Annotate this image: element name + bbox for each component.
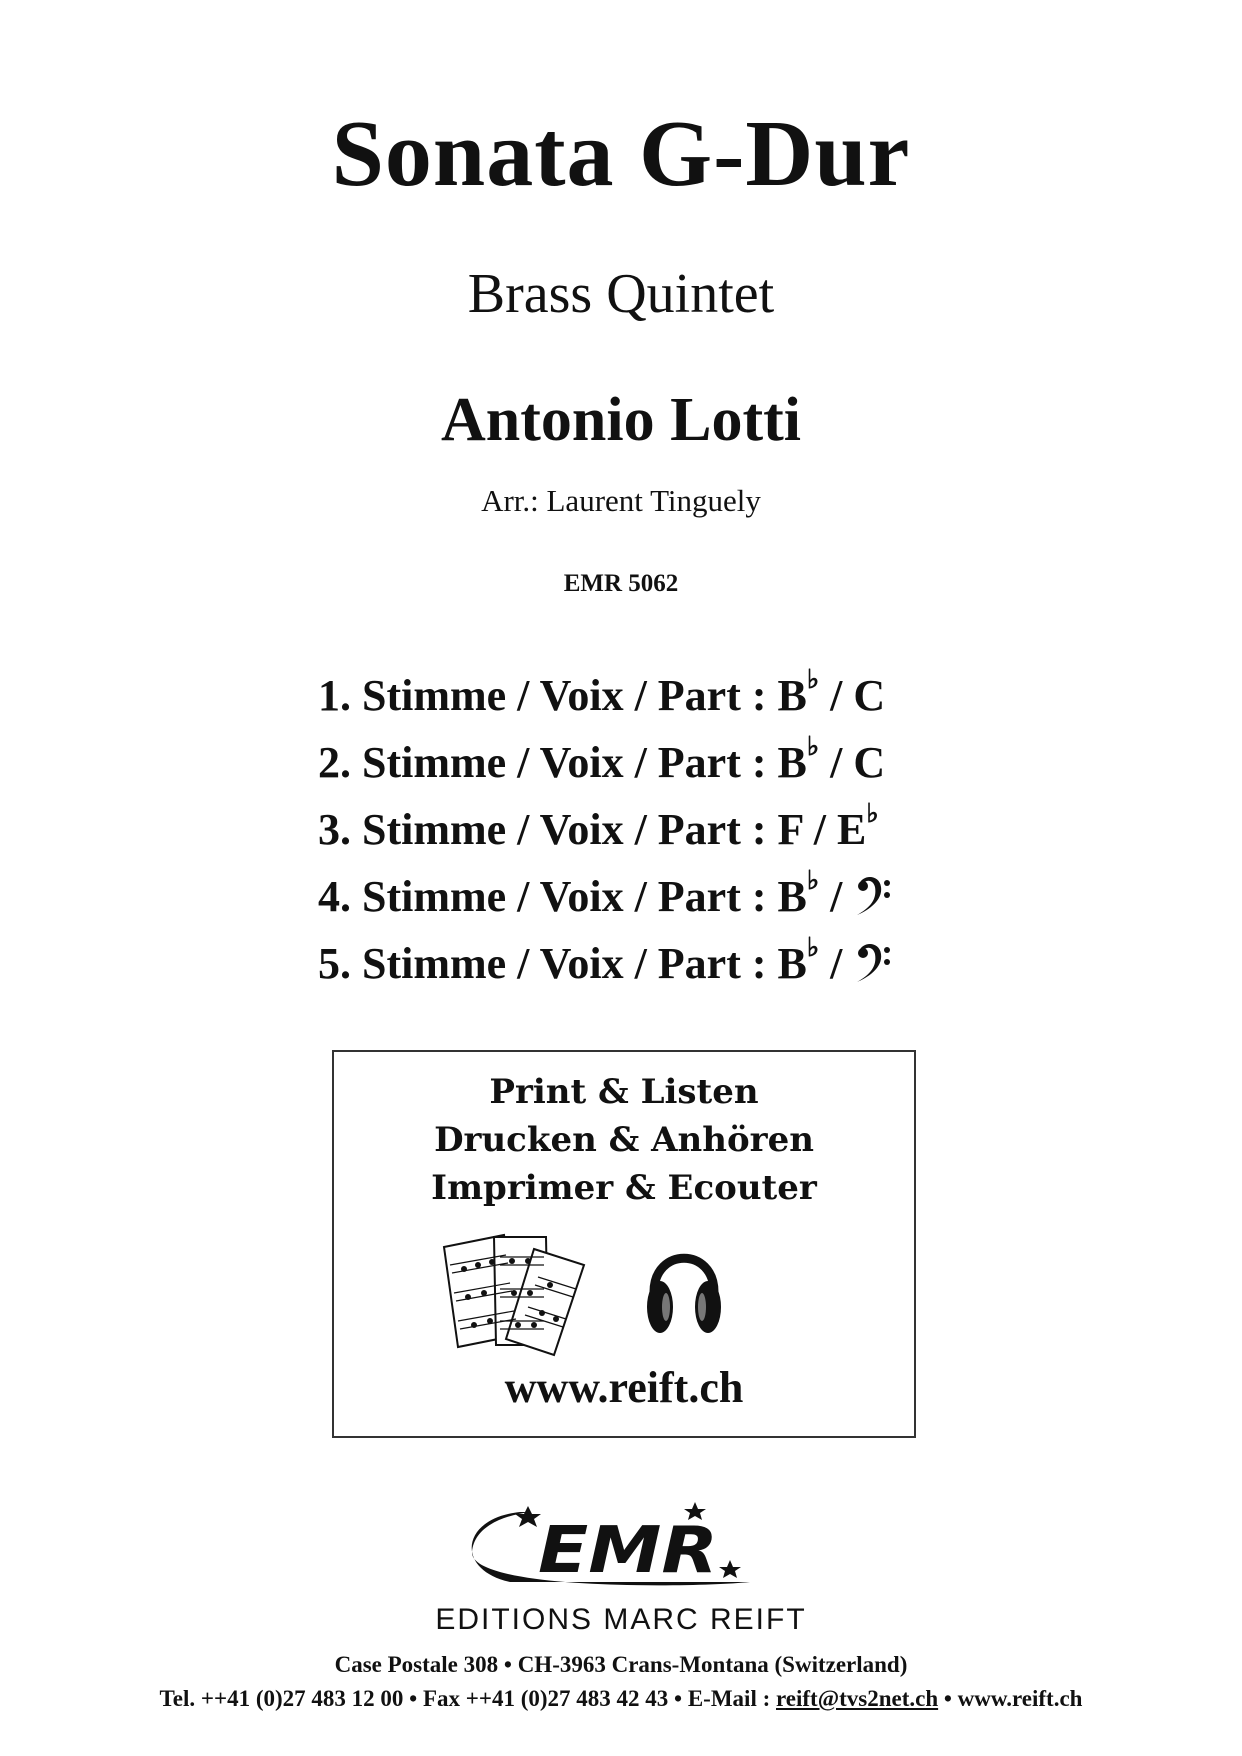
bass-clef-icon [853,939,893,988]
publisher-address: Case Postale 308 • CH-3963 Crans-Montana (Switzerland) [334,1652,908,1677]
catalog-number: EMR 5062 [563,570,679,597]
parts-list [318,665,893,1005]
contact-phone-fax: Tel. ++41 (0)27 483 12 00 • Fax ++41 (0)27 483 42 43 • E-Mail : [159,1686,776,1711]
headphones-icon [644,1232,724,1342]
bass-clef-icon [853,872,893,921]
part-label: Stimme / Voix / Part : [362,805,767,854]
part-key-1: F [777,805,803,854]
part-key-2: E [837,805,867,854]
part-separator: / [819,872,854,921]
emr-logo [450,1500,770,1595]
arranger-credit: Arr.: Laurent Tinguely [481,483,761,518]
flat-sign: ♭ [806,665,820,695]
part-number: 5. [318,939,351,988]
publisher-name: EDITIONS MARC REIFT [435,1603,807,1636]
part-key-1: B [777,738,807,787]
part-number: 2. [318,738,351,787]
part-number: 3. [318,805,351,854]
part-key-2: C [853,738,886,787]
part-label: Stimme / Voix / Part : [362,738,767,787]
promo-line-en: Print & Listen [489,1072,759,1112]
promo-url-link[interactable]: www.reift.ch [504,1363,744,1412]
subtitle: Brass Quintet [467,263,775,325]
part-key-1: B [777,939,807,988]
part-key-1: B [777,671,807,720]
part-label: Stimme / Voix / Part : [362,671,767,720]
flat-sign: ♭ [866,799,879,829]
composer-name: Antonio Lotti [441,386,801,454]
contact-website[interactable]: • www.reift.ch [938,1686,1083,1711]
part-separator: / [802,805,837,854]
part-key-2: C [853,671,886,720]
part-item [318,665,893,737]
email-link[interactable]: reift@tvs2net.ch [776,1686,939,1711]
flat-sign: ♭ [806,732,820,762]
part-separator: / [819,738,854,787]
part-item [318,799,893,871]
part-label: Stimme / Voix / Part : [362,939,767,988]
logo-text: EMR [538,1514,718,1588]
part-item [318,933,893,1005]
part-item [318,732,893,804]
publisher-contact [0,1686,1242,1712]
part-key-1: B [777,872,807,921]
promo-box [332,1050,916,1438]
page-title: Sonata G-Dur [331,102,911,206]
flat-sign: ♭ [806,866,820,896]
part-separator: / [819,671,854,720]
part-number: 1. [318,671,351,720]
part-item [318,866,893,938]
promo-line-fr: Imprimer & Ecouter [431,1168,817,1208]
part-separator: / [819,939,854,988]
part-number: 4. [318,872,351,921]
sheet-music-icon [434,1227,594,1357]
flat-sign: ♭ [806,933,820,963]
promo-line-de: Drucken & Anhören [434,1120,814,1160]
part-label: Stimme / Voix / Part : [362,872,767,921]
